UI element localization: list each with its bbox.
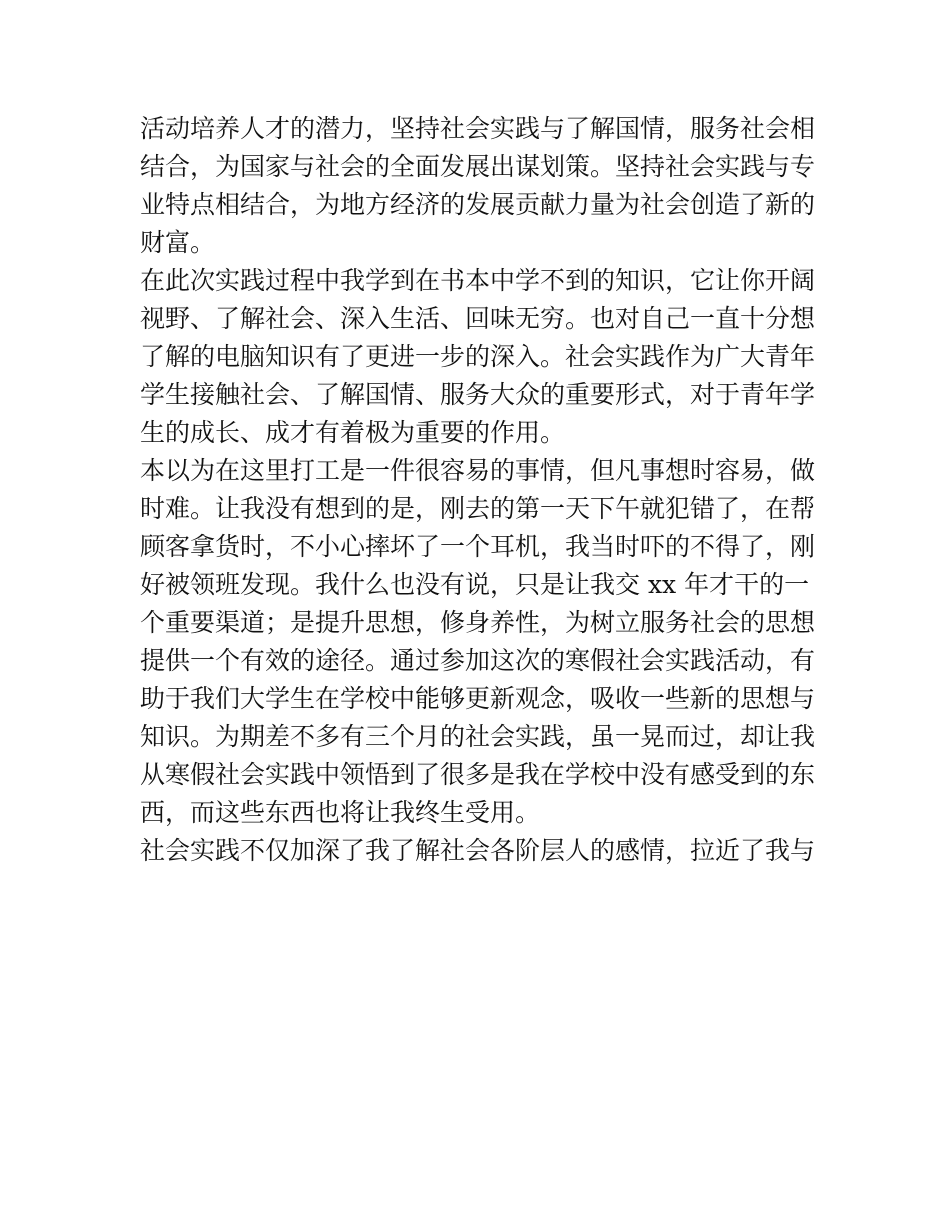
text-line: 助于我们大学生在学校中能够更新观念，吸收一些新的思想与 [140,684,816,713]
text-line: 视野、了解社会、深入生活、回味无穷。也对自己一直十分想 [140,304,816,333]
text-line: 活动培养人才的潜力，坚持社会实践与了解国情，服务社会相 [140,114,816,143]
text-line: 个重要渠道；是提升思想，修身养性，为树立服务社会的思想 [140,608,816,637]
text-line: 社会实践不仅加深了我了解社会各阶层人的感情，拉近了我与 [140,836,816,865]
text-line: 顾客拿货时，不小心摔坏了一个耳机，我当时吓的不得了，刚 [140,532,816,561]
text-line: 结合，为国家与社会的全面发展出谋划策。坚持社会实践与专 [140,152,816,181]
text-line: 从寒假社会实践中领悟到了很多是我在学校中没有感受到的东 [140,760,816,789]
text-line: 本以为在这里打工是一件很容易的事情，但凡事想时容易，做 [140,456,816,485]
text-line: 好被领班发现。我什么也没有说，只是让我交 xx 年才干的一 [140,570,810,599]
text-line: 西，而这些东西也将让我终生受用。 [140,798,541,827]
body-text [140,110,815,870]
paragraph-4 [140,832,815,870]
text-line: 时难。让我没有想到的是，刚去的第一天下午就犯错了，在帮 [140,494,816,523]
text-line: 业特点相结合，为地方经济的发展贡献力量为社会创造了新的 [140,190,816,219]
text-line: 了解的电脑知识有了更进一步的深入。社会实践作为广大青年 [140,342,816,371]
text-line: 生的成长、成才有着极为重要的作用。 [140,418,566,447]
text-line: 提供一个有效的途径。通过参加这次的寒假社会实践活动，有 [140,646,816,675]
text-line: 知识。为期差不多有三个月的社会实践，虽一晃而过，却让我 [140,722,816,751]
text-line: 在此次实践过程中我学到在书本中学不到的知识，它让你开阔 [140,266,816,295]
paragraph-3 [140,452,815,832]
text-line: 财富。 [140,228,216,257]
text-line: 学生接触社会、了解国情、服务大众的重要形式，对于青年学 [140,380,816,409]
paragraph-2 [140,262,815,452]
paragraph-1 [140,110,815,262]
